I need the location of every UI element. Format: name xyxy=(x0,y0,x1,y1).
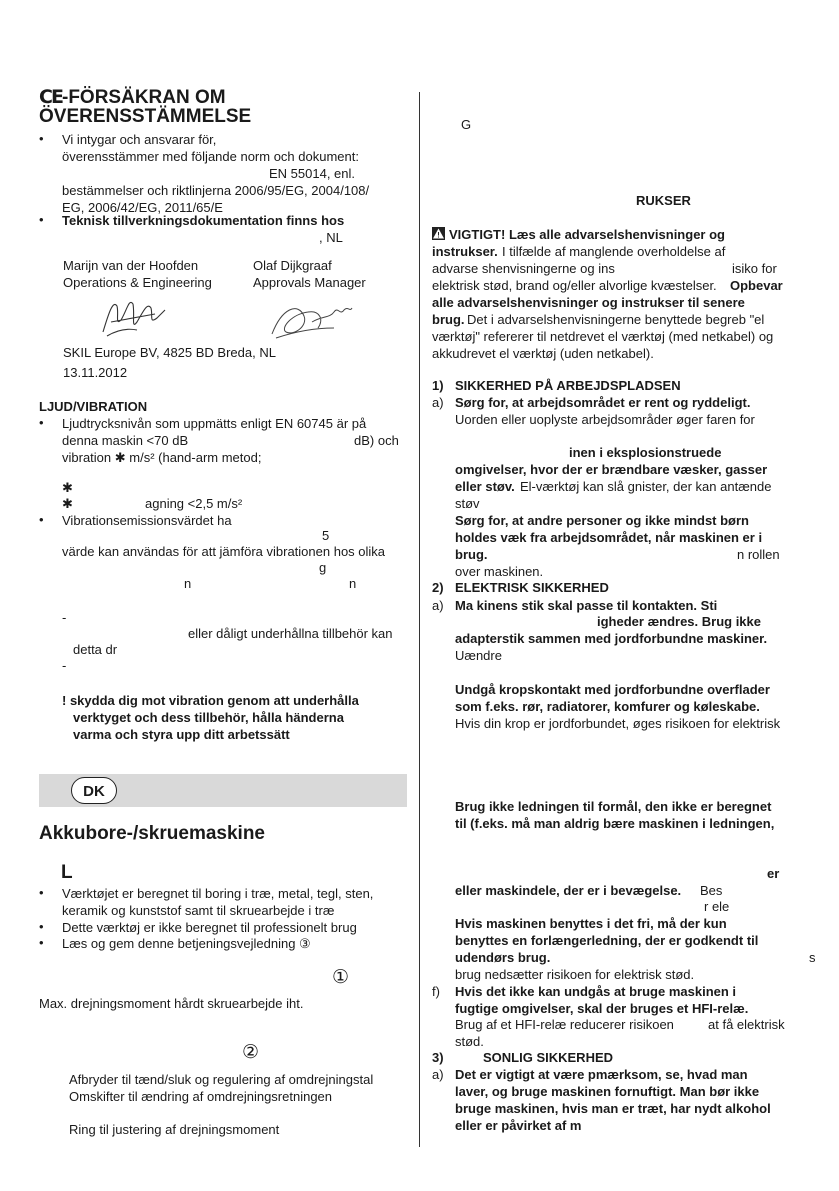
s1-line: El-værktøj kan slå gnister, der kan antænde xyxy=(520,479,772,494)
vib-line: n xyxy=(184,576,192,591)
s2-line: Bes xyxy=(700,883,723,898)
vib-line: agning <2,5 m/s² xyxy=(145,496,243,511)
protect-line: varma och styra upp ditt arbetssätt xyxy=(73,727,290,742)
s2-line: Brug ikke ledningen til formål, den ikke er beregnet xyxy=(455,799,772,814)
vib-line: vibration ✱ m/s² (hand-arm metod; xyxy=(62,450,262,465)
vib-line: denna maskin <70 dB xyxy=(62,433,189,448)
intro-line: Læs og gem denne betjeningsvejledning ③ xyxy=(62,936,311,951)
s1-line: inen i eksplosionstruede xyxy=(569,445,722,460)
language-badge: DK xyxy=(71,777,117,804)
vib-line: g xyxy=(319,560,327,575)
vib-line: detta dr xyxy=(73,642,118,657)
product-title: Akkubore-/skruemaskine xyxy=(39,823,265,844)
warn-line: isiko for xyxy=(732,261,777,276)
decl-line: EG, 2006/42/EG, 2011/65/E xyxy=(62,200,223,215)
vib-line: - xyxy=(62,610,67,625)
s3-line: laver, og bruge maskinen fornuftigt. Man bør ikke xyxy=(455,1084,760,1099)
item-label: a) xyxy=(432,1067,444,1082)
decl-line: Vi intygar och ansvarar för, xyxy=(62,132,217,147)
s2-line: Hvis din krop er jordforbundet, øges risikoen for elektrisk xyxy=(455,716,781,731)
section-number: 3) xyxy=(432,1050,444,1065)
warn-line: elektrisk stød, brand og/eller alvorlige kvæstelser. xyxy=(432,278,717,293)
part-line: Ring til justering af drejningsmoment xyxy=(69,1122,280,1137)
declaration-title-line1: -FÖRSÄKRAN OM xyxy=(62,87,226,108)
vib-line: n xyxy=(349,576,357,591)
s2-line: Undgå kropskontakt med jordforbundne overflader xyxy=(455,682,770,697)
s2-line: adapterstik sammen med jordforbundne maskiner. xyxy=(455,631,768,646)
declaration-title-line2: ÖVERENSSTÄMMELSE xyxy=(39,106,252,127)
item-label: a) xyxy=(432,395,444,410)
warn-line: brug. xyxy=(432,312,465,327)
vib-line: 5 xyxy=(322,528,330,543)
s2-line: Uændre xyxy=(455,648,502,663)
s1-line: Sørg for, at andre personer og ikke mindst børn xyxy=(455,513,749,528)
signer1-role: Operations & Engineering xyxy=(63,275,212,290)
item-label: a) xyxy=(432,598,444,613)
decl-line: , NL xyxy=(319,230,343,245)
section-title: SIKKERHED PÅ ARBEJDSPLADSEN xyxy=(455,378,681,393)
declaration-date: 13.11.2012 xyxy=(63,365,128,380)
warning-icon xyxy=(432,227,445,240)
s2f-line: Brug af et HFI-relæ reducerer risikoen xyxy=(455,1017,674,1032)
company-address: SKIL Europe BV, 4825 BD Breda, NL xyxy=(63,345,276,360)
s3-line: Det er vigtigt at være pmærksom, se, hvad man xyxy=(455,1067,748,1082)
bullet: • xyxy=(39,131,44,146)
circled-number-2: ② xyxy=(242,1042,260,1063)
warn-line: advarse shenvisningerne og ins xyxy=(432,261,615,276)
s2-line: benyttes en forlængerledning, der er godkendt til xyxy=(455,933,759,948)
s2-line: til (f.eks. må man aldrig bære maskinen i ledningen, xyxy=(455,816,775,831)
vib-line: ✱ xyxy=(62,496,73,511)
ce-mark: CE xyxy=(39,86,62,108)
s2-line: er xyxy=(767,866,780,881)
bullet: • xyxy=(39,415,44,430)
protect-line: ! skydda dig mot vibration genom att underhålla xyxy=(62,693,359,708)
s2-line: s xyxy=(809,950,816,965)
s2-line: Hvis maskinen benyttes i det fri, må der kun xyxy=(455,916,727,931)
warn-line: alle advarselshenvisninger og instrukser til senere xyxy=(432,295,745,310)
section-title: SONLIG SIKKERHED xyxy=(483,1050,614,1065)
s2-line: som f.eks. rør, radiatorer, komfurer og køleskabe. xyxy=(455,699,760,714)
s2-line: igheder ændres. Brug ikke xyxy=(597,614,761,629)
bullet: • xyxy=(39,885,44,900)
section-letter: L xyxy=(61,862,73,883)
s2-line: r ele xyxy=(704,899,730,914)
decl-line: överensstämmer med följande norm och dokument: xyxy=(62,149,359,164)
bullet: • xyxy=(39,512,44,527)
warn-line: I tilfælde af manglende overholdelse af xyxy=(502,244,726,259)
intro-line: Værktøjet er beregnet til boring i træ, metal, tegl, sten, xyxy=(62,886,374,901)
s3-line: eller er påvirket af m xyxy=(455,1118,582,1133)
s1-line: eller støv. xyxy=(455,479,515,494)
intro-line: keramik og kunststof samt til skruearbejde i træ xyxy=(62,903,335,918)
s2f-line: at få elektrisk xyxy=(708,1017,785,1032)
warn-line: værktøj" refererer til netdrevet el værktøj (med netkabel) og xyxy=(432,329,774,344)
torque-line: Max. drejningsmoment hårdt skruearbejde iht. xyxy=(39,996,304,1011)
decl-line: bestämmelser och riktlinjerna 2006/95/EG, 2004/108/ xyxy=(62,183,370,198)
circled-number-1: ① xyxy=(332,967,350,988)
intro-line: Dette værktøj er ikke beregnet til professionelt brug xyxy=(62,920,357,935)
section-number: 2) xyxy=(432,580,444,595)
s1-line: holdes væk fra arbejdsområdet, når maskinen er i xyxy=(455,530,763,545)
part-line: Omskifter til ændring af omdrejningsretningen xyxy=(69,1089,333,1104)
column-divider xyxy=(419,92,420,1147)
bullet: • xyxy=(39,935,44,950)
decl-line: EN 55014, enl. xyxy=(269,166,356,181)
vibration-heading: LJUD/VIBRATION xyxy=(39,399,148,414)
s1-line: over maskinen. xyxy=(455,564,544,579)
s2f-line: Hvis det ikke kan undgås at bruge maskinen i xyxy=(455,984,737,999)
s2-line: Ma kinens stik skal passe til kontakten. Sti xyxy=(455,598,718,613)
s1-line: omgivelser, hvor der er brændbare væsker, gasser xyxy=(455,462,768,477)
protect-line: verktyget och dess tillbehör, hålla händerna xyxy=(73,710,344,725)
signer1-name: Marijn van der Hoofden xyxy=(63,258,199,273)
s2-line: udendørs brug. xyxy=(455,950,551,965)
vib-line: Vibrationsemissionsvärdet ha xyxy=(62,513,232,528)
signature-2 xyxy=(264,298,356,342)
right-top-letter: G xyxy=(461,117,472,132)
signer2-role: Approvals Manager xyxy=(253,275,366,290)
s2f-line: stød. xyxy=(455,1034,484,1049)
s1-line: n rollen xyxy=(737,547,780,562)
s1-line: brug. xyxy=(455,547,488,562)
signature-1 xyxy=(97,292,169,340)
vib-line: dB) och xyxy=(354,433,399,448)
s2-line: brug nedsætter risikoen for elektrisk stød. xyxy=(455,967,695,982)
s2-line: eller maskindele, der er i bevægelse. xyxy=(455,883,682,898)
s1-line: støv xyxy=(455,496,480,511)
s3-line: bruge maskinen, hvis man er træt, har nydt alkohol xyxy=(455,1101,771,1116)
warn-line: VIGTIGT! Læs alle advarselshenvisninger og xyxy=(449,227,725,242)
vib-line: Ljudtrycksnivån som uppmätts enligt EN 60745 är på xyxy=(62,416,367,431)
section-title: ELEKTRISK SIKKERHED xyxy=(455,580,609,595)
warn-line: Det i advarselshenvisningerne benyttede begreb "el xyxy=(467,312,765,327)
item-label: f) xyxy=(432,984,440,999)
vib-line: värde kan användas för att jämföra vibrationen hos olika xyxy=(62,544,386,559)
s1-line: Sørg for, at arbejdsområdet er rent og ryddeligt. xyxy=(455,395,751,410)
signer2-name: Olaf Dijkgraaf xyxy=(253,258,332,273)
s2f-line: fugtige omgivelser, skal der bruges et HFI-relæ. xyxy=(455,1001,749,1016)
warn-line: Opbevar xyxy=(730,278,783,293)
decl-line: Teknisk tillverkningsdokumentation finns hos xyxy=(62,213,345,228)
vib-line: eller dåligt underhållna tillbehör kan xyxy=(188,626,393,641)
part-line: Afbryder til tænd/sluk og regulering af omdrejningstal xyxy=(69,1072,374,1087)
warn-line: instrukser. xyxy=(432,244,498,259)
section-number: 1) xyxy=(432,378,444,393)
s1-line: Uorden eller uoplyste arbejdsområder øger faren for xyxy=(455,412,755,427)
vib-line: ✱ xyxy=(62,480,73,495)
rukser-heading: RUKSER xyxy=(636,193,691,208)
bullet: • xyxy=(39,212,44,227)
bullet: • xyxy=(39,919,44,934)
warn-line: akkudrevet el værktøj (uden netkabel). xyxy=(432,346,654,361)
vib-line: - xyxy=(62,658,67,673)
